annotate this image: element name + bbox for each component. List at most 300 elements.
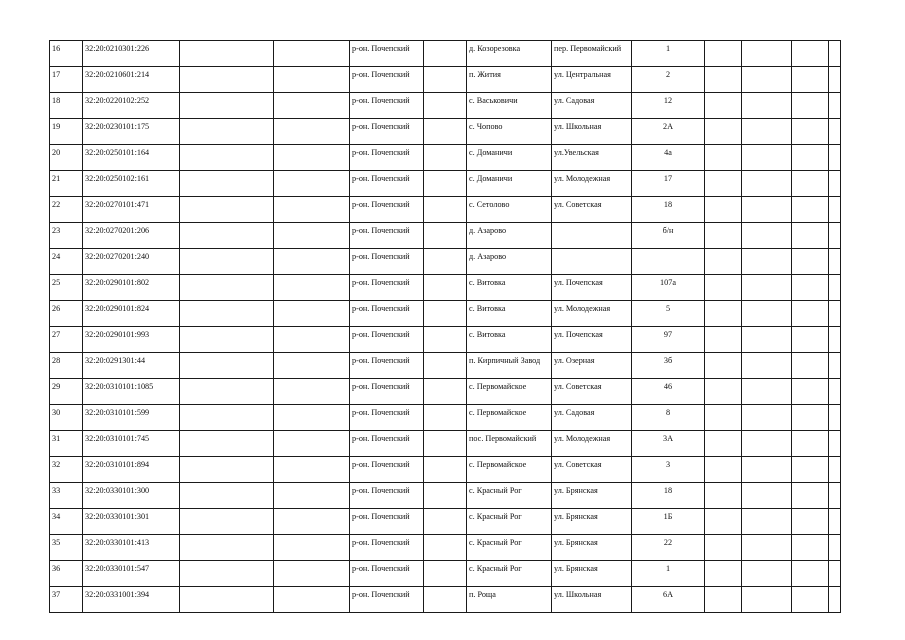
blank-cell [829, 379, 841, 405]
row-number-cell: 37 [50, 587, 83, 613]
locality-cell: с. Первомайское [467, 457, 552, 483]
blank-cell [274, 223, 350, 249]
table-row [50, 327, 841, 353]
house-number-cell: б/н [632, 223, 705, 249]
blank-cell [274, 93, 350, 119]
blank-cell [742, 353, 792, 379]
blank-cell [705, 249, 742, 275]
locality-cell: с. Васьковичи [467, 93, 552, 119]
row-number-cell: 19 [50, 119, 83, 145]
blank-cell [180, 587, 274, 613]
district-cell: р-он. Почепский [350, 431, 424, 457]
blank-cell [705, 275, 742, 301]
blank-cell [742, 561, 792, 587]
blank-cell [180, 145, 274, 171]
blank-cell [424, 171, 467, 197]
street-cell: ул. Садовая [552, 93, 632, 119]
table-row [50, 405, 841, 431]
blank-cell [829, 67, 841, 93]
cadastral-number-cell: 32:20:0291301:44 [83, 353, 180, 379]
cadastral-number-cell: 32:20:0290101:824 [83, 301, 180, 327]
cadastral-number-cell: 32:20:0210601:214 [83, 67, 180, 93]
house-number-cell: 4а [632, 145, 705, 171]
blank-cell [274, 509, 350, 535]
blank-cell [424, 509, 467, 535]
blank-cell [742, 483, 792, 509]
street-cell: ул. Советская [552, 457, 632, 483]
blank-cell [742, 431, 792, 457]
row-number-cell: 18 [50, 93, 83, 119]
blank-cell [424, 327, 467, 353]
house-number-cell: 3б [632, 353, 705, 379]
blank-cell [705, 509, 742, 535]
cadastral-number-cell: 32:20:0330101:301 [83, 509, 180, 535]
blank-cell [829, 197, 841, 223]
blank-cell [792, 145, 829, 171]
blank-cell [829, 119, 841, 145]
blank-cell [792, 431, 829, 457]
cadastral-number-cell: 32:20:0220102:252 [83, 93, 180, 119]
blank-cell [705, 41, 742, 67]
blank-cell [274, 379, 350, 405]
row-number-cell: 36 [50, 561, 83, 587]
blank-cell [180, 483, 274, 509]
blank-cell [742, 223, 792, 249]
cadastral-number-cell: 32:20:0310101:599 [83, 405, 180, 431]
blank-cell [705, 223, 742, 249]
blank-cell [274, 197, 350, 223]
house-number-cell: 2 [632, 67, 705, 93]
house-number-cell: 12 [632, 93, 705, 119]
locality-cell: с. Красный Рог [467, 561, 552, 587]
blank-cell [792, 353, 829, 379]
blank-cell [274, 353, 350, 379]
row-number-cell: 28 [50, 353, 83, 379]
street-cell: пер. Первомайский [552, 41, 632, 67]
blank-cell [180, 535, 274, 561]
blank-cell [274, 41, 350, 67]
blank-cell [180, 405, 274, 431]
blank-cell [274, 405, 350, 431]
locality-cell: с. Первомайское [467, 379, 552, 405]
street-cell: ул. Советская [552, 379, 632, 405]
blank-cell [705, 119, 742, 145]
blank-cell [829, 483, 841, 509]
district-cell: р-он. Почепский [350, 197, 424, 223]
blank-cell [424, 197, 467, 223]
blank-cell [792, 379, 829, 405]
blank-cell [705, 301, 742, 327]
locality-cell: с. Витовка [467, 327, 552, 353]
house-number-cell: 2А [632, 119, 705, 145]
blank-cell [424, 431, 467, 457]
table-row [50, 145, 841, 171]
blank-cell [742, 119, 792, 145]
locality-cell: п. Жития [467, 67, 552, 93]
street-cell: ул. Молодежная [552, 431, 632, 457]
blank-cell [705, 197, 742, 223]
blank-cell [180, 561, 274, 587]
blank-cell [705, 457, 742, 483]
cadastral-number-cell: 32:20:0290101:993 [83, 327, 180, 353]
street-cell: ул. Советская [552, 197, 632, 223]
blank-cell [742, 67, 792, 93]
blank-cell [180, 379, 274, 405]
blank-cell [180, 353, 274, 379]
table-row [50, 379, 841, 405]
cadastral-number-cell: 32:20:0270101:471 [83, 197, 180, 223]
blank-cell [274, 483, 350, 509]
street-cell [552, 223, 632, 249]
blank-cell [424, 301, 467, 327]
locality-cell: п. Кирпичный Завод [467, 353, 552, 379]
district-cell: р-он. Почепский [350, 223, 424, 249]
locality-cell: пос. Первомайский [467, 431, 552, 457]
registry-body [50, 41, 841, 613]
blank-cell [180, 301, 274, 327]
district-cell: р-он. Почепский [350, 353, 424, 379]
blank-cell [829, 431, 841, 457]
table-row [50, 301, 841, 327]
blank-cell [792, 171, 829, 197]
blank-cell [829, 405, 841, 431]
street-cell: ул. Брянская [552, 509, 632, 535]
district-cell: р-он. Почепский [350, 405, 424, 431]
blank-cell [742, 93, 792, 119]
locality-cell: с. Красный Рог [467, 483, 552, 509]
blank-cell [829, 223, 841, 249]
blank-cell [274, 587, 350, 613]
blank-cell [424, 93, 467, 119]
table-row [50, 119, 841, 145]
blank-cell [180, 41, 274, 67]
blank-cell [742, 197, 792, 223]
house-number-cell: 8 [632, 405, 705, 431]
blank-cell [792, 483, 829, 509]
cadastral-number-cell: 32:20:0310101:1085 [83, 379, 180, 405]
house-number-cell: 5 [632, 301, 705, 327]
district-cell: р-он. Почепский [350, 587, 424, 613]
blank-cell [705, 483, 742, 509]
street-cell: ул. Школьная [552, 587, 632, 613]
blank-cell [792, 197, 829, 223]
district-cell: р-он. Почепский [350, 483, 424, 509]
cadastral-number-cell: 32:20:0310101:745 [83, 431, 180, 457]
blank-cell [180, 119, 274, 145]
blank-cell [792, 301, 829, 327]
blank-cell [705, 93, 742, 119]
locality-cell: д. Азарово [467, 249, 552, 275]
table-row [50, 275, 841, 301]
house-number-cell [632, 249, 705, 275]
table-row [50, 223, 841, 249]
blank-cell [274, 145, 350, 171]
street-cell: ул. Садовая [552, 405, 632, 431]
blank-cell [424, 275, 467, 301]
blank-cell [424, 249, 467, 275]
district-cell: р-он. Почепский [350, 561, 424, 587]
blank-cell [792, 249, 829, 275]
blank-cell [829, 353, 841, 379]
blank-cell [792, 275, 829, 301]
table-row [50, 93, 841, 119]
table-row [50, 249, 841, 275]
blank-cell [742, 301, 792, 327]
street-cell: ул. Центральная [552, 67, 632, 93]
blank-cell [705, 587, 742, 613]
blank-cell [829, 171, 841, 197]
blank-cell [424, 405, 467, 431]
cadastral-number-cell: 32:20:0250102:161 [83, 171, 180, 197]
blank-cell [180, 457, 274, 483]
blank-cell [792, 67, 829, 93]
blank-cell [742, 41, 792, 67]
house-number-cell: 18 [632, 197, 705, 223]
table-row [50, 483, 841, 509]
blank-cell [705, 431, 742, 457]
locality-cell: д. Козорезовка [467, 41, 552, 67]
blank-cell [705, 353, 742, 379]
blank-cell [829, 561, 841, 587]
blank-cell [424, 457, 467, 483]
blank-cell [705, 145, 742, 171]
blank-cell [705, 561, 742, 587]
table-row [50, 41, 841, 67]
district-cell: р-он. Почепский [350, 67, 424, 93]
blank-cell [742, 405, 792, 431]
blank-cell [792, 327, 829, 353]
blank-cell [424, 379, 467, 405]
locality-cell: с. Чопово [467, 119, 552, 145]
blank-cell [705, 535, 742, 561]
street-cell: ул. Почепская [552, 275, 632, 301]
district-cell: р-он. Почепский [350, 145, 424, 171]
blank-cell [742, 171, 792, 197]
street-cell [552, 249, 632, 275]
blank-cell [829, 145, 841, 171]
street-cell: ул. Школьная [552, 119, 632, 145]
table-row [50, 561, 841, 587]
blank-cell [424, 353, 467, 379]
house-number-cell: 18 [632, 483, 705, 509]
house-number-cell: 46 [632, 379, 705, 405]
blank-cell [180, 431, 274, 457]
locality-cell: с. Красный Рог [467, 535, 552, 561]
blank-cell [792, 561, 829, 587]
property-registry-table [49, 40, 841, 613]
row-number-cell: 21 [50, 171, 83, 197]
blank-cell [829, 457, 841, 483]
row-number-cell: 22 [50, 197, 83, 223]
cadastral-number-cell: 32:20:0230101:175 [83, 119, 180, 145]
blank-cell [274, 431, 350, 457]
blank-cell [424, 67, 467, 93]
blank-cell [829, 301, 841, 327]
locality-cell: с. Витовка [467, 301, 552, 327]
blank-cell [180, 249, 274, 275]
blank-cell [742, 249, 792, 275]
row-number-cell: 29 [50, 379, 83, 405]
blank-cell [829, 587, 841, 613]
cadastral-number-cell: 32:20:0330101:547 [83, 561, 180, 587]
cadastral-number-cell: 32:20:0250101:164 [83, 145, 180, 171]
house-number-cell: 107а [632, 275, 705, 301]
district-cell: р-он. Почепский [350, 93, 424, 119]
district-cell: р-он. Почепский [350, 41, 424, 67]
row-number-cell: 26 [50, 301, 83, 327]
blank-cell [424, 119, 467, 145]
blank-cell [274, 301, 350, 327]
blank-cell [424, 535, 467, 561]
blank-cell [829, 249, 841, 275]
blank-cell [792, 457, 829, 483]
house-number-cell: 3А [632, 431, 705, 457]
district-cell: р-он. Почепский [350, 275, 424, 301]
row-number-cell: 25 [50, 275, 83, 301]
blank-cell [180, 171, 274, 197]
blank-cell [792, 223, 829, 249]
blank-cell [180, 275, 274, 301]
street-cell: ул. Почепская [552, 327, 632, 353]
district-cell: р-он. Почепский [350, 535, 424, 561]
blank-cell [274, 249, 350, 275]
house-number-cell: 1Б [632, 509, 705, 535]
blank-cell [274, 67, 350, 93]
blank-cell [829, 275, 841, 301]
district-cell: р-он. Почепский [350, 457, 424, 483]
blank-cell [274, 535, 350, 561]
blank-cell [424, 483, 467, 509]
blank-cell [180, 509, 274, 535]
table-row [50, 509, 841, 535]
row-number-cell: 35 [50, 535, 83, 561]
row-number-cell: 16 [50, 41, 83, 67]
blank-cell [274, 119, 350, 145]
table-row [50, 535, 841, 561]
blank-cell [742, 587, 792, 613]
blank-cell [274, 171, 350, 197]
blank-cell [424, 561, 467, 587]
cadastral-number-cell: 32:20:0310101:894 [83, 457, 180, 483]
cadastral-number-cell: 32:20:0210301:226 [83, 41, 180, 67]
blank-cell [829, 535, 841, 561]
blank-cell [792, 509, 829, 535]
blank-cell [705, 327, 742, 353]
street-cell: ул. Молодежная [552, 301, 632, 327]
table-row [50, 457, 841, 483]
locality-cell: с. Сетолово [467, 197, 552, 223]
table-row [50, 67, 841, 93]
locality-cell: с. Красный Рог [467, 509, 552, 535]
district-cell: р-он. Почепский [350, 379, 424, 405]
blank-cell [274, 327, 350, 353]
district-cell: р-он. Почепский [350, 119, 424, 145]
blank-cell [424, 145, 467, 171]
district-cell: р-он. Почепский [350, 327, 424, 353]
street-cell: ул. Озерная [552, 353, 632, 379]
street-cell: ул. Молодежная [552, 171, 632, 197]
cadastral-number-cell: 32:20:0330101:300 [83, 483, 180, 509]
row-number-cell: 23 [50, 223, 83, 249]
cadastral-number-cell: 32:20:0290101:802 [83, 275, 180, 301]
blank-cell [792, 405, 829, 431]
cadastral-number-cell: 32:20:0330101:413 [83, 535, 180, 561]
blank-cell [274, 561, 350, 587]
blank-cell [742, 457, 792, 483]
house-number-cell: 1 [632, 561, 705, 587]
locality-cell: с. Доманичи [467, 145, 552, 171]
house-number-cell: 22 [632, 535, 705, 561]
blank-cell [792, 535, 829, 561]
cadastral-number-cell: 32:20:0270201:240 [83, 249, 180, 275]
blank-cell [180, 67, 274, 93]
locality-cell: с. Первомайское [467, 405, 552, 431]
cadastral-number-cell: 32:20:0331001:394 [83, 587, 180, 613]
blank-cell [274, 275, 350, 301]
blank-cell [792, 93, 829, 119]
table-row [50, 353, 841, 379]
blank-cell [705, 67, 742, 93]
row-number-cell: 34 [50, 509, 83, 535]
blank-cell [180, 93, 274, 119]
locality-cell: п. Роща [467, 587, 552, 613]
blank-cell [742, 379, 792, 405]
blank-cell [705, 379, 742, 405]
blank-cell [424, 41, 467, 67]
row-number-cell: 20 [50, 145, 83, 171]
locality-cell: с. Витовка [467, 275, 552, 301]
cadastral-number-cell: 32:20:0270201:206 [83, 223, 180, 249]
row-number-cell: 33 [50, 483, 83, 509]
house-number-cell: 3 [632, 457, 705, 483]
blank-cell [180, 223, 274, 249]
table-row [50, 587, 841, 613]
locality-cell: д. Азарово [467, 223, 552, 249]
row-number-cell: 24 [50, 249, 83, 275]
house-number-cell: 6А [632, 587, 705, 613]
blank-cell [792, 119, 829, 145]
blank-cell [742, 327, 792, 353]
house-number-cell: 1 [632, 41, 705, 67]
blank-cell [742, 509, 792, 535]
blank-cell [180, 197, 274, 223]
row-number-cell: 27 [50, 327, 83, 353]
blank-cell [705, 171, 742, 197]
blank-cell [829, 41, 841, 67]
street-cell: ул.Увельская [552, 145, 632, 171]
row-number-cell: 32 [50, 457, 83, 483]
blank-cell [424, 587, 467, 613]
house-number-cell: 17 [632, 171, 705, 197]
blank-cell [829, 509, 841, 535]
house-number-cell: 97 [632, 327, 705, 353]
district-cell: р-он. Почепский [350, 509, 424, 535]
blank-cell [792, 41, 829, 67]
blank-cell [424, 223, 467, 249]
blank-cell [705, 405, 742, 431]
blank-cell [829, 93, 841, 119]
table-row [50, 197, 841, 223]
blank-cell [742, 145, 792, 171]
blank-cell [274, 457, 350, 483]
row-number-cell: 30 [50, 405, 83, 431]
district-cell: р-он. Почепский [350, 301, 424, 327]
blank-cell [829, 327, 841, 353]
blank-cell [792, 587, 829, 613]
street-cell: ул. Брянская [552, 535, 632, 561]
row-number-cell: 31 [50, 431, 83, 457]
blank-cell [742, 535, 792, 561]
